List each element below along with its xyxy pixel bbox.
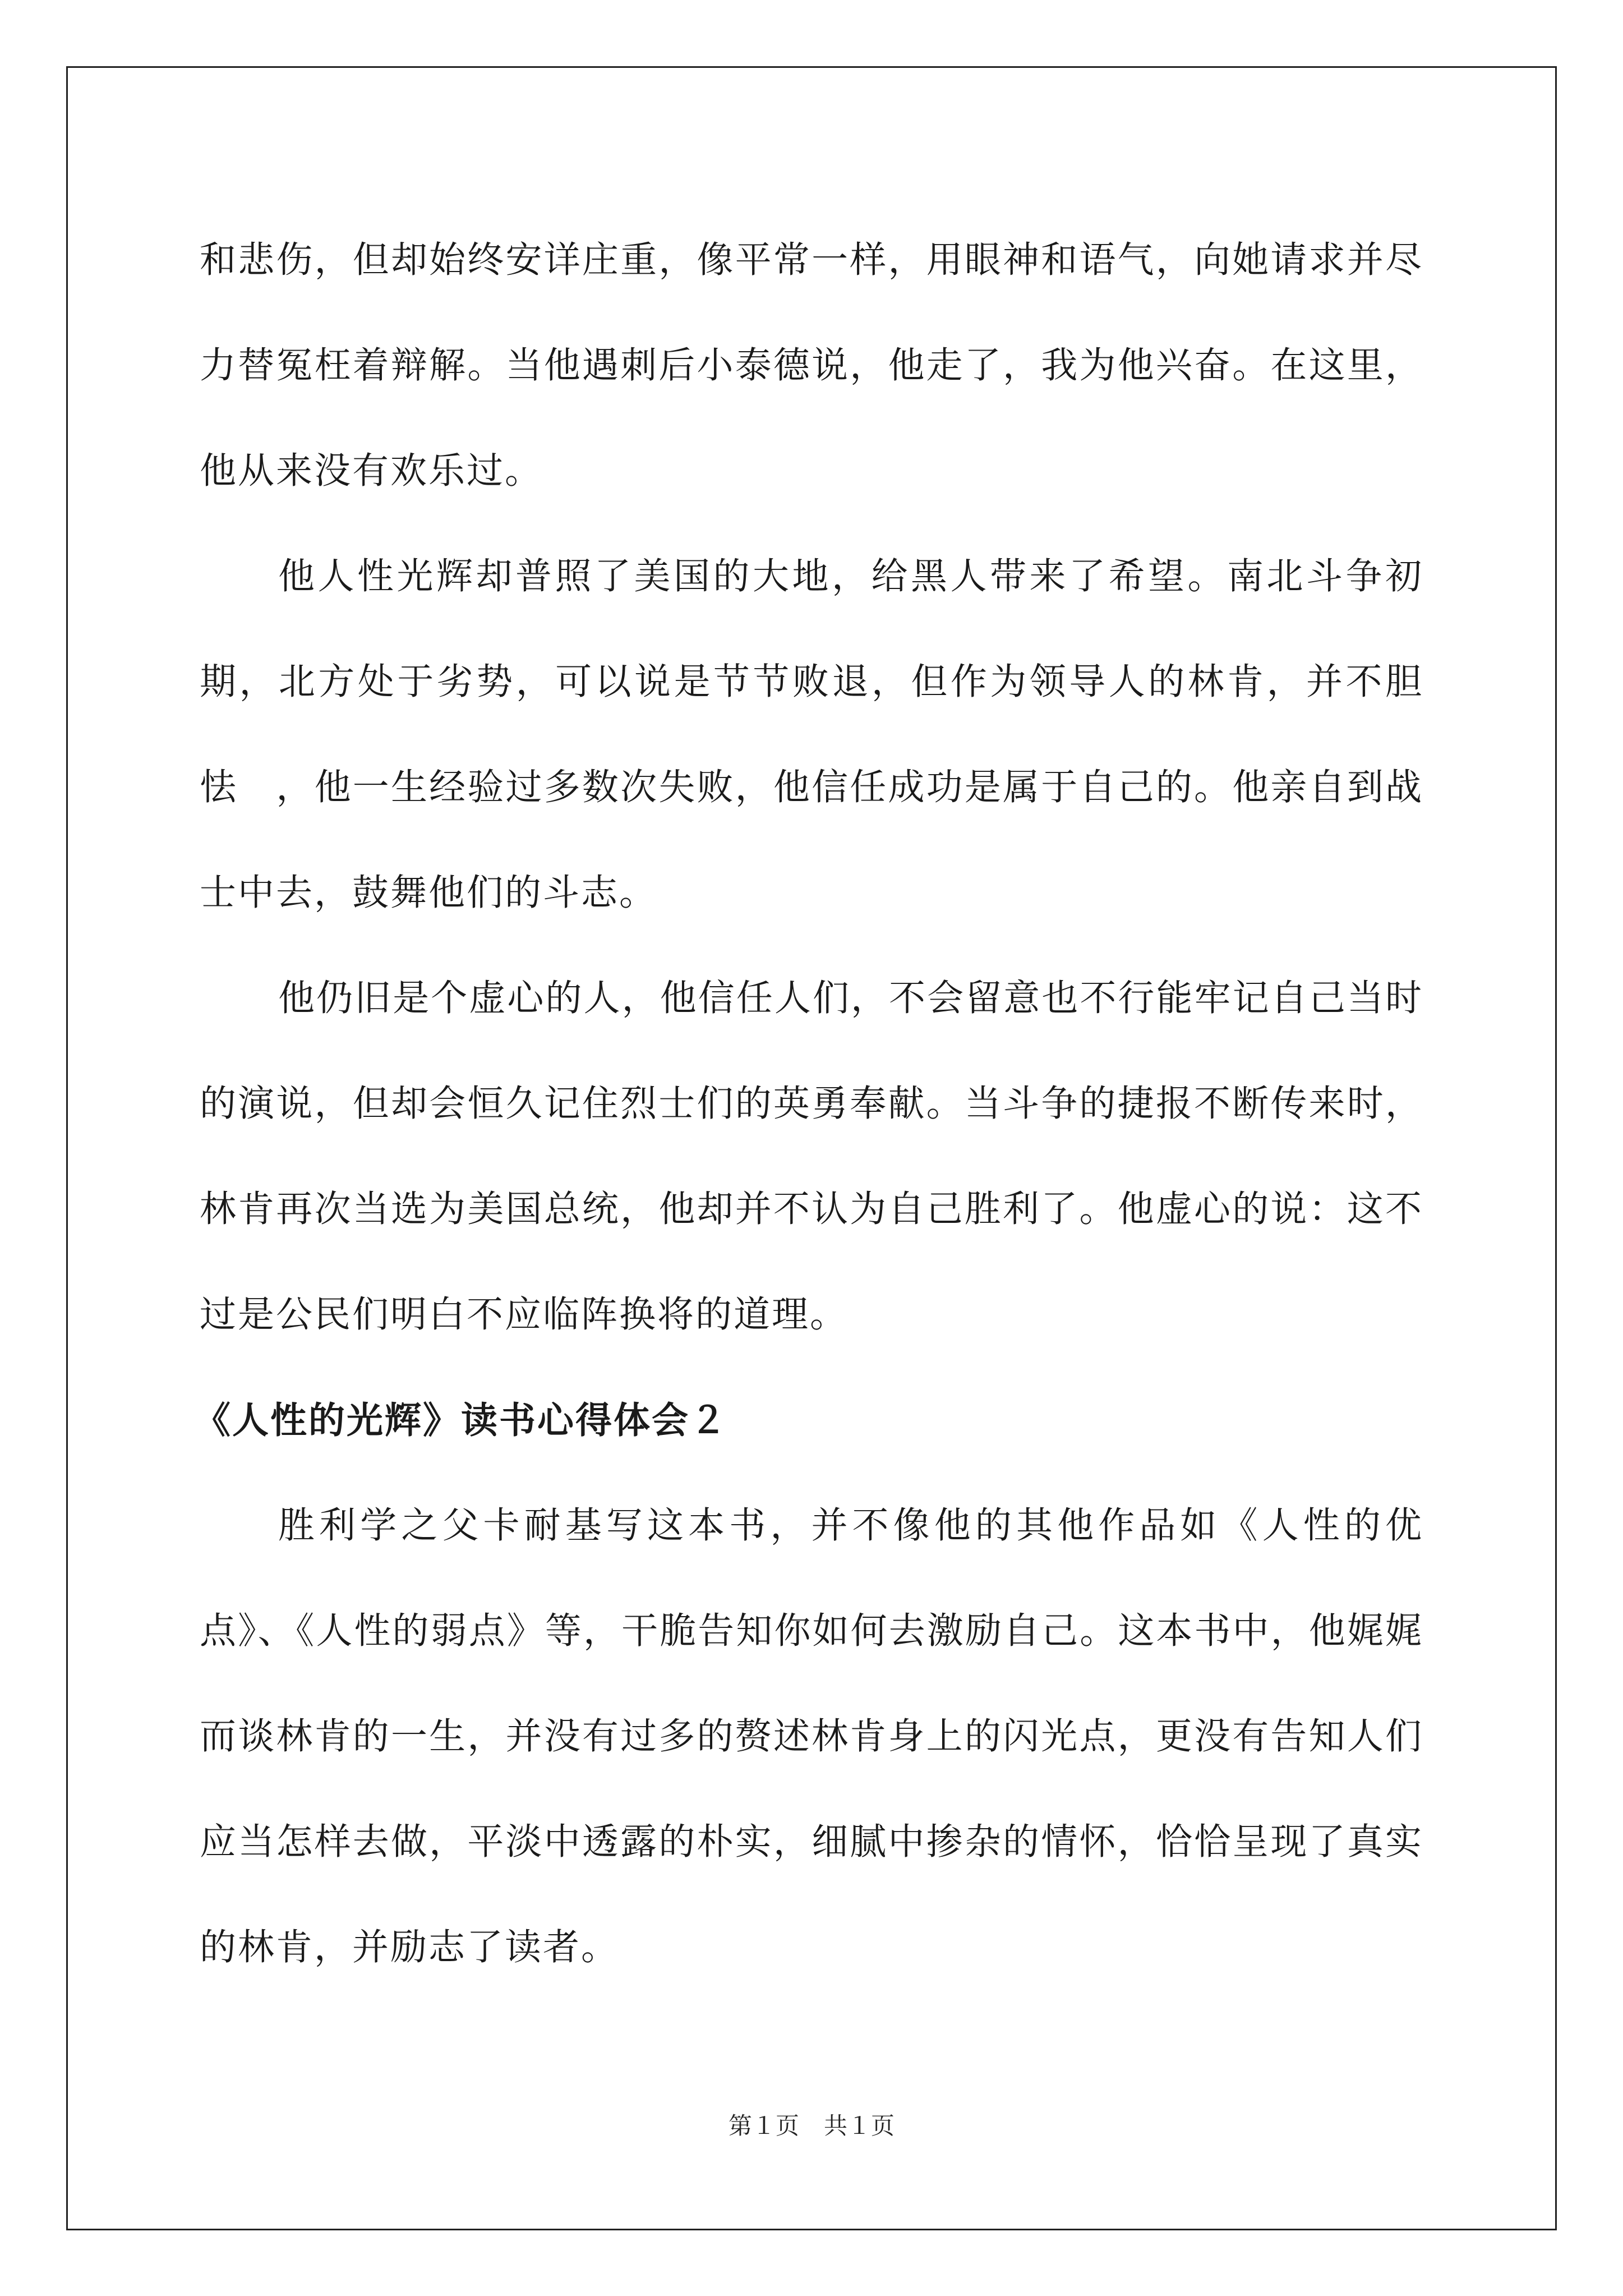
section-heading: 《人性的光辉》读书心得体会２ xyxy=(194,1399,728,1442)
paragraph-3: 他仍旧是个虚心的人，他信任人们，不会留意也不行能牢记自己当时的演说，但却会恒久记住烈士们的英勇奉献。当斗争的捷报不断传来时，林肯再次当选为美国总统，他却并不认为自己胜利了。他虚心的说：这不过是公民们明白不应临阵换将的道理。 xyxy=(200,977,1423,1336)
paragraph-4: 胜利学之父卡耐基写这本书，并不像他的其他作品如《人性的优点》、《人性的弱点》等，干脆告知你如何去激励自己。这本书中，他娓娓而谈林肯的一生，并没有过多的赘述林肯身上的闪光点，更没有告知人们应当怎样去做，平淡中透露的朴实，细腻中掺杂的情怀，恰恰呈现了真实的林肯，并励志了读者。 xyxy=(200,1504,1423,1968)
paragraph-2: 他人性光辉却普照了美国的大地，给黑人带来了希望。南北斗争初期，北方处于劣势，可以说是节节败退，但作为领导人的林肯，并不胆怯 ，他一生经验过多数次失败，他信任成功是属于自己的。他亲自到战士中去，鼓舞他们的斗志。 xyxy=(200,555,1423,914)
page-number: 第１页 xyxy=(728,2112,799,2139)
document-body xyxy=(194,208,1423,2000)
paragraph-1: 和悲伤，但却始终安详庄重，像平常一样，用眼神和语气，向她请求并尽力替冤枉着辩解。当他遇刺后小泰德说，他走了，我为他兴奋。在这里，他从来没有欢乐过。 xyxy=(200,239,1423,492)
page-total: 共１页 xyxy=(824,2112,895,2139)
page-footer xyxy=(0,2109,1623,2143)
